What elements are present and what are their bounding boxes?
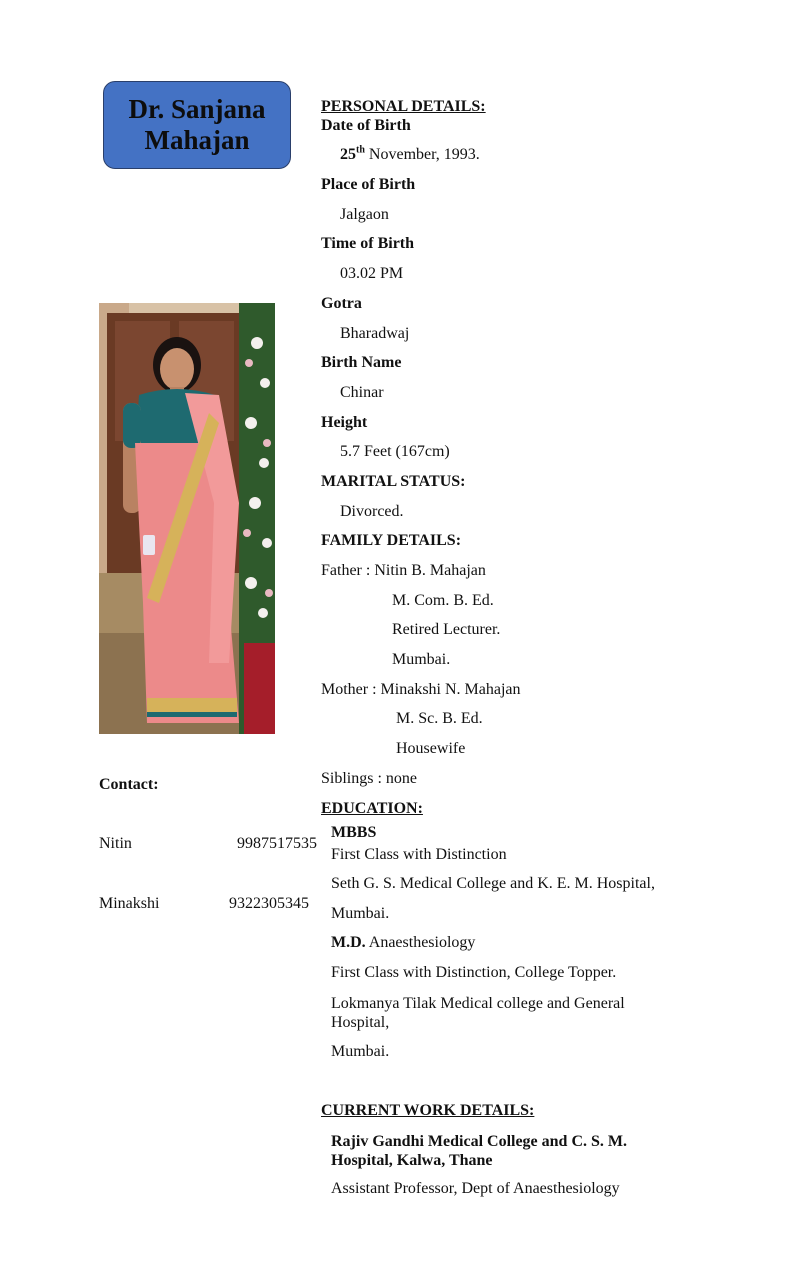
dob-day-suffix: th [356,144,365,156]
mbbs-city: Mumbai. [331,905,390,922]
gotra-label: Gotra [321,295,362,312]
mbbs-college: Seth G. S. Medical College and K. E. M. Hospital, [331,875,655,892]
father-name: Father : Nitin B. Mahajan [321,562,486,579]
md-class: First Class with Distinction, College Topper. [331,964,617,981]
dob-value [340,146,480,164]
contact-phone[interactable]: 9322305345 [229,895,309,912]
work-details-heading: CURRENT WORK DETAILS: [321,1102,535,1119]
dob-label: Date of Birth [321,117,411,134]
profile-photo [99,303,275,734]
birth-name-label: Birth Name [321,354,402,371]
contact-name: Nitin [99,835,132,852]
mother-name: Mother : Minakshi N. Mahajan [321,681,521,698]
family-details-heading: FAMILY DETAILS: [321,532,462,549]
birth-name-value: Chinar [340,384,384,401]
dob-day: 25 [340,146,356,163]
personal-details-heading: PERSONAL DETAILS: [321,98,486,115]
marital-status-heading: MARITAL STATUS: [321,473,466,490]
height-value: 5.7 Feet (167cm) [340,443,450,460]
pob-label: Place of Birth [321,176,416,193]
md-college: Lokmanya Tilak Medical college and General Hospital, [331,995,625,1031]
gotra-value: Bharadwaj [340,325,410,342]
tob-value: 03.02 PM [340,265,404,282]
work-hospital: Rajiv Gandhi Medical College and C. S. M. Hospital, Kalwa, Thane [331,1133,628,1169]
mbbs-title: MBBS [331,824,377,841]
father-detail: Retired Lecturer. [392,621,501,638]
md-city: Mumbai. [331,1043,390,1060]
pob-value: Jalgaon [340,206,389,223]
work-position: Assistant Professor, Dept of Anaesthesiology [331,1180,620,1197]
tob-label: Time of Birth [321,235,415,252]
contact-phone[interactable]: 9987517535 [237,835,317,852]
height-label: Height [321,414,368,431]
md-title: M.D. [331,934,366,951]
contact-heading: Contact: [99,776,159,793]
marital-status-value: Divorced. [340,503,404,520]
dob-rest: November, 1993. [364,146,480,163]
mbbs-class: First Class with Distinction [331,846,507,863]
contact-name: Minakshi [99,895,160,912]
candidate-name: Dr. Sanjana Mahajan [128,94,266,155]
name-banner [103,81,291,169]
mother-detail: M. Sc. B. Ed. [396,710,483,727]
siblings: Siblings : none [321,770,418,787]
father-detail: M. Com. B. Ed. [392,592,494,609]
father-detail: Mumbai. [392,651,451,668]
education-heading: EDUCATION: [321,800,423,817]
md-subject: Anaesthesiology [365,934,476,951]
md-degree [331,934,475,952]
mother-detail: Housewife [396,740,466,757]
